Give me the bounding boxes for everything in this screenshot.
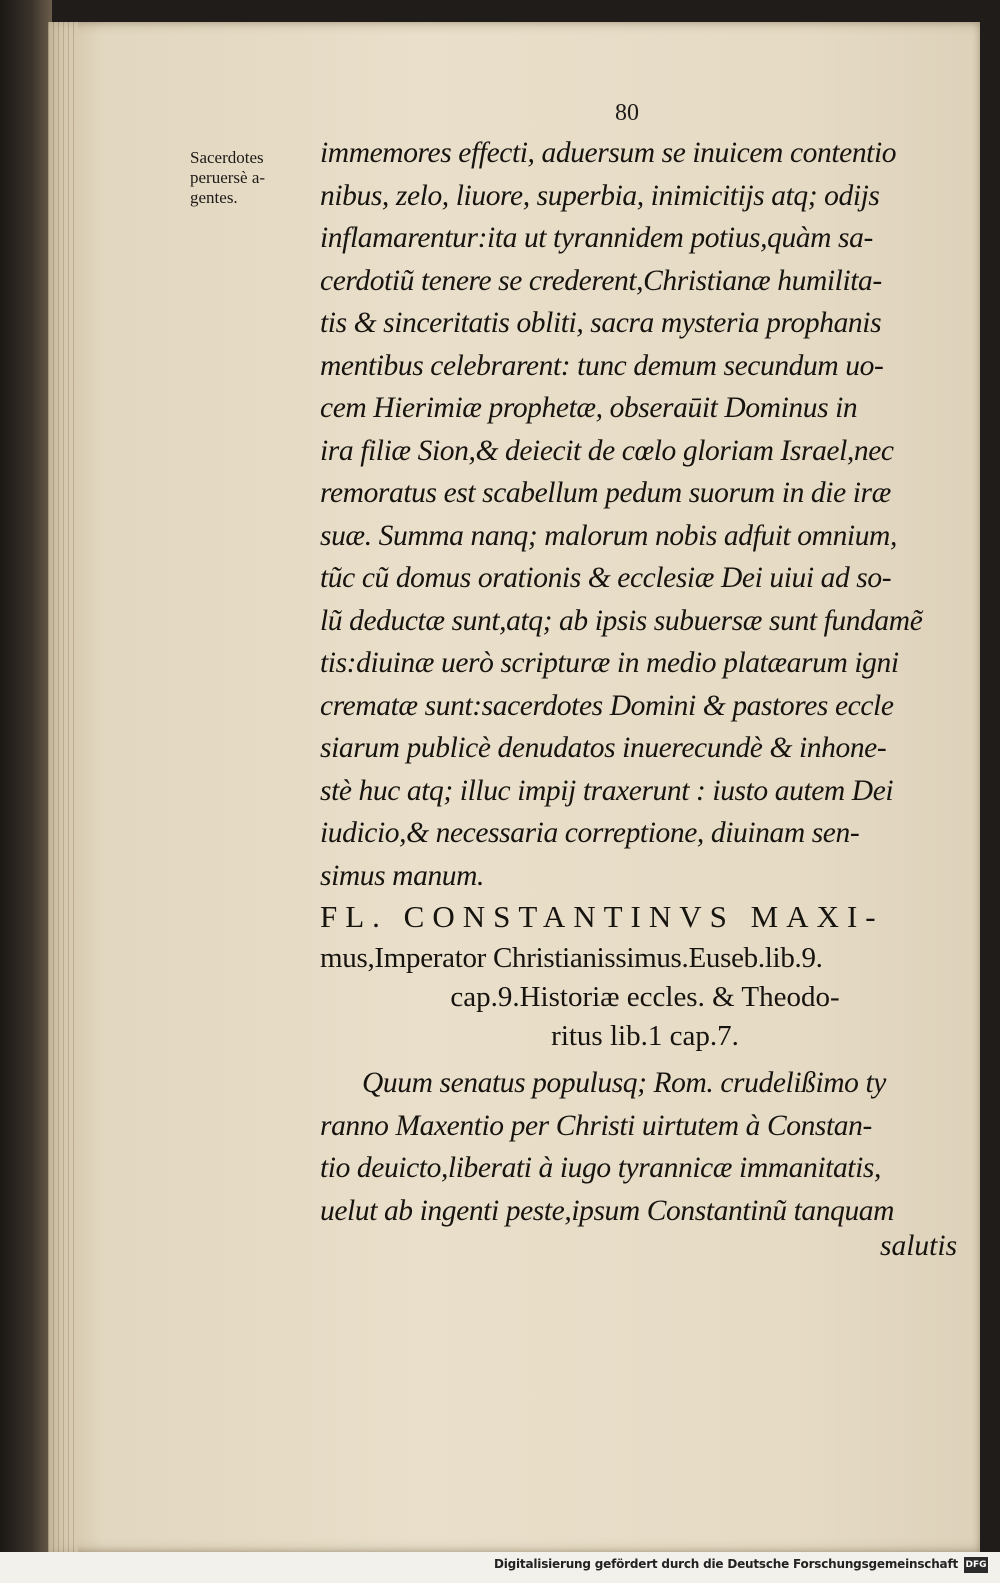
text-line: nibus, zelo, liuore, superbia, inimicitijs atq; odijs <box>320 179 880 212</box>
text-line: tio deuicto,liberati à iugo tyrannicæ immanitatis, <box>320 1152 881 1184</box>
page-number: 80 <box>615 100 639 126</box>
text-line: remoratus est scabellum pedum suorum in die iræ <box>320 477 891 509</box>
marginal-note <box>190 148 325 208</box>
section-heading <box>320 895 970 1056</box>
text-line: tũc cũ domus orationis & ecclesiæ Dei uiui ad so- <box>320 562 892 594</box>
book-spine-edge <box>0 0 52 1583</box>
heading-subtitle: mus,Imperator Christianissimus.Euseb.lib.9. <box>320 942 823 974</box>
page-gutter <box>48 22 78 1552</box>
text-line: suæ. Summa nanq; malorum nobis adfuit omnium, <box>320 519 897 552</box>
text-line: immemores effecti, aduersum se inuicem contentio <box>320 137 897 169</box>
text-line: simus manum. <box>320 859 485 892</box>
text-line: uelut ab ingenti peste,ipsum Constantinũ tanquam <box>320 1194 895 1227</box>
text-line: lũ deductæ sunt,atq; ab ipsis subuersæ sunt fundamẽ <box>320 604 923 637</box>
text-line: ira filiæ Sion,& deiecit de cœlo gloriam Israel,nec <box>320 434 894 467</box>
text-line: inflamarentur:ita ut tyrannidem potius,quàm sa- <box>320 222 873 254</box>
heading-reference: cap.9.Historiæ eccles. & Theodo- <box>450 981 840 1013</box>
text-line: tis & sinceritatis obliti, sacra mysteria prophanis <box>320 307 882 339</box>
text-line: crematæ sunt:sacerdotes Domini & pastores eccle <box>320 689 894 722</box>
text-line: Quum senatus populusq; Rom. crudelißimo ty <box>362 1067 886 1099</box>
footer-credit: Digitalisierung gefördert durch die Deutsche Forschungsgemeinschaft <box>493 1557 958 1571</box>
heading-reference: ritus lib.1 cap.7. <box>551 1020 739 1052</box>
body-text-2 <box>320 1062 970 1232</box>
text-line: tis:diuinæ uerò scripturæ in medio platæarum igni <box>320 647 899 679</box>
heading-title: FL. CONSTANTINVS MAXI- <box>320 899 884 934</box>
marginal-note-line: peruersè a- <box>190 168 266 187</box>
text-line: cerdotiũ tenere se crederent,Christianæ humilita- <box>320 264 882 297</box>
text-line: ranno Maxentio per Christi uirtutem à Constan- <box>320 1109 872 1142</box>
marginal-note-line: gentes. <box>190 188 238 207</box>
text-line: iudicio,& necessaria correptione, diuinam sen- <box>320 817 860 849</box>
text-line: mentibus celebrarent: tunc demum secundum uo- <box>320 349 884 382</box>
text-line: stè huc atq; illuc impij traxerunt : iusto autem Dei <box>320 774 894 807</box>
text-line: cem Hierimiæ prophetæ, obseraūit Dominus in <box>320 392 858 424</box>
text-line: siarum publicè denudatos inuerecundè & inhone- <box>320 732 887 764</box>
marginal-note-line: Sacerdotes <box>190 148 264 167</box>
catchword: salutis <box>880 1230 958 1262</box>
dfg-logo: DFG <box>964 1557 988 1573</box>
body-text <box>320 132 970 897</box>
